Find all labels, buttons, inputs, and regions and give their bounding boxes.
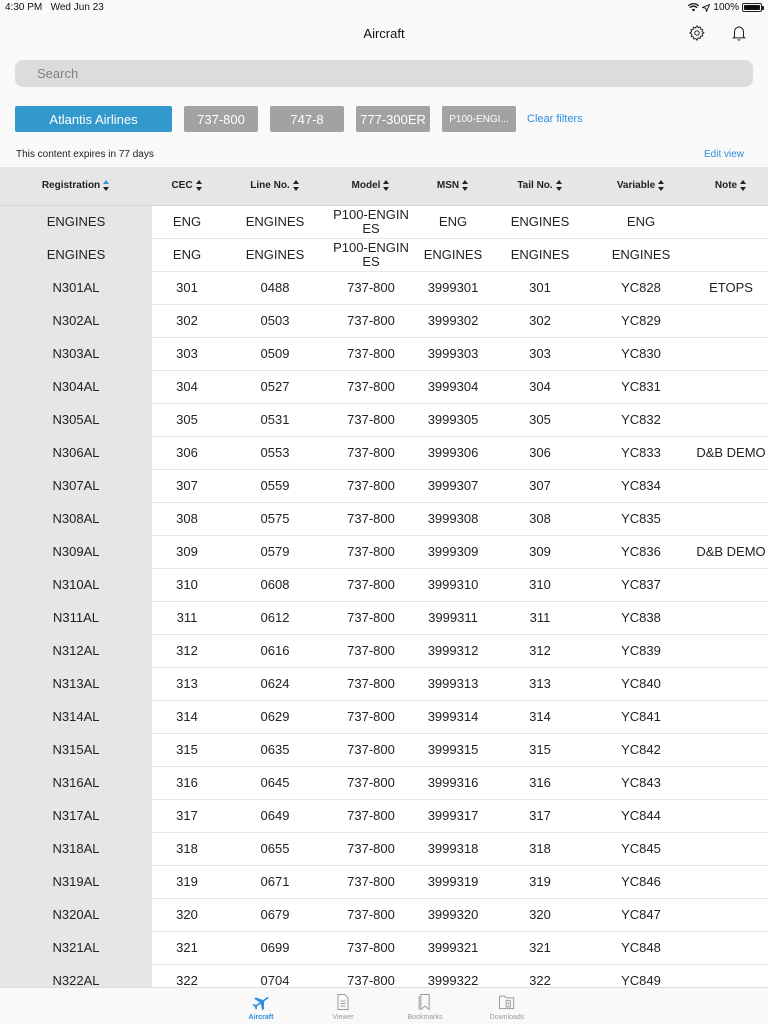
table-cell: 0645 <box>222 766 328 799</box>
table-cell: 306 <box>152 436 222 469</box>
table-cell: 3999307 <box>414 469 492 502</box>
table-cell: 302 <box>152 304 222 337</box>
table-cell: YC829 <box>588 304 694 337</box>
clear-filters-link[interactable]: Clear filters <box>527 113 583 125</box>
table-cell: 3999322 <box>414 964 492 987</box>
tab-label: Viewer <box>332 1014 354 1021</box>
table-cell: 317 <box>152 799 222 832</box>
table-cell: 737-800 <box>328 436 414 469</box>
table-cell <box>694 799 768 832</box>
table-cell: 312 <box>152 634 222 667</box>
table-cell: ENGINES <box>492 205 588 238</box>
table-cell: 3999305 <box>414 403 492 436</box>
table-row[interactable] <box>0 568 768 601</box>
table-cell <box>694 304 768 337</box>
table-cell: N315AL <box>0 733 152 766</box>
table-cell: YC828 <box>588 271 694 304</box>
table-cell: 322 <box>492 964 588 987</box>
table-row[interactable] <box>0 898 768 931</box>
table-cell: 311 <box>492 601 588 634</box>
table-cell: 3999313 <box>414 667 492 700</box>
column-header-tail-no[interactable] <box>492 167 588 205</box>
table-cell: 737-800 <box>328 502 414 535</box>
table-cell <box>694 832 768 865</box>
table-cell: N303AL <box>0 337 152 370</box>
table-cell: 737-800 <box>328 271 414 304</box>
table-cell: N308AL <box>0 502 152 535</box>
table-cell: 737-800 <box>328 601 414 634</box>
column-header-model[interactable] <box>328 167 414 205</box>
downloads-icon <box>497 992 517 1012</box>
table-row[interactable] <box>0 667 768 700</box>
table-cell: 3999317 <box>414 799 492 832</box>
aircraft-table-container[interactable] <box>0 167 768 987</box>
column-header-note[interactable] <box>694 167 768 205</box>
table-cell <box>694 502 768 535</box>
table-cell: 0503 <box>222 304 328 337</box>
table-cell: 0635 <box>222 733 328 766</box>
table-cell: 737-800 <box>328 667 414 700</box>
table-cell <box>694 205 768 238</box>
table-cell: YC834 <box>588 469 694 502</box>
column-label: Model <box>351 180 381 192</box>
document-icon <box>333 992 353 1012</box>
edit-view-link[interactable]: Edit view <box>703 149 744 160</box>
table-row[interactable] <box>0 931 768 964</box>
tab-bookmarks[interactable] <box>400 988 450 1024</box>
aircraft-table <box>0 167 768 987</box>
table-cell: 317 <box>492 799 588 832</box>
table-cell: 0699 <box>222 931 328 964</box>
bookmark-icon <box>415 992 435 1012</box>
table-row[interactable] <box>0 799 768 832</box>
table-cell: 737-800 <box>328 568 414 601</box>
table-cell: 3999308 <box>414 502 492 535</box>
table-cell: ENGINES <box>222 205 328 238</box>
table-cell: 737-800 <box>328 535 414 568</box>
table-cell: 0671 <box>222 865 328 898</box>
table-row[interactable] <box>0 337 768 370</box>
table-cell: N310AL <box>0 568 152 601</box>
table-cell: 737-800 <box>328 469 414 502</box>
table-cell: 312 <box>492 634 588 667</box>
table-cell: P100-ENGINES <box>328 238 414 271</box>
table-cell: ENGINES <box>588 238 694 271</box>
table-cell: 737-800 <box>328 700 414 733</box>
sort-icon <box>556 180 563 191</box>
table-cell <box>694 964 768 987</box>
table-row[interactable] <box>0 370 768 403</box>
table-row[interactable] <box>0 535 768 568</box>
table-cell: N306AL <box>0 436 152 469</box>
table-cell <box>694 766 768 799</box>
table-cell: 3999304 <box>414 370 492 403</box>
table-cell: 307 <box>492 469 588 502</box>
table-row[interactable] <box>0 271 768 304</box>
table-cell: 0559 <box>222 469 328 502</box>
table-row[interactable] <box>0 766 768 799</box>
table-cell: YC847 <box>588 898 694 931</box>
filter-chip-p100-engines[interactable]: P100-ENGI... <box>442 106 516 132</box>
table-cell: 308 <box>152 502 222 535</box>
table-cell: YC849 <box>588 964 694 987</box>
table-cell: 737-800 <box>328 964 414 987</box>
table-cell: 310 <box>152 568 222 601</box>
table-cell: 319 <box>492 865 588 898</box>
table-cell: 302 <box>492 304 588 337</box>
table-row[interactable] <box>0 700 768 733</box>
table-cell: 322 <box>152 964 222 987</box>
filter-chip-airline[interactable]: Atlantis Airlines <box>15 106 172 132</box>
table-cell: ENGINES <box>0 205 152 238</box>
table-header-row <box>0 167 768 205</box>
table-cell: 316 <box>152 766 222 799</box>
table-cell: N307AL <box>0 469 152 502</box>
table-cell: 3999301 <box>414 271 492 304</box>
table-cell: YC841 <box>588 700 694 733</box>
table-cell: 0608 <box>222 568 328 601</box>
table-cell: N313AL <box>0 667 152 700</box>
filter-chip-777-300er[interactable]: 777-300ER <box>356 106 430 132</box>
table-cell: 0575 <box>222 502 328 535</box>
table-cell: 737-800 <box>328 733 414 766</box>
table-cell: 0531 <box>222 403 328 436</box>
column-header-msn[interactable] <box>414 167 492 205</box>
table-cell <box>694 898 768 931</box>
table-cell <box>694 865 768 898</box>
status-time <box>5 2 104 13</box>
table-cell: 3999318 <box>414 832 492 865</box>
table-cell: N318AL <box>0 832 152 865</box>
table-cell: 3999309 <box>414 535 492 568</box>
filter-chips <box>15 106 583 132</box>
bell-icon[interactable] <box>730 24 748 42</box>
table-cell <box>694 733 768 766</box>
table-cell: N317AL <box>0 799 152 832</box>
column-label: Registration <box>41 180 101 192</box>
table-cell: 0488 <box>222 271 328 304</box>
column-label: Note <box>714 180 738 192</box>
table-cell: N312AL <box>0 634 152 667</box>
table-cell: YC831 <box>588 370 694 403</box>
table-cell: YC840 <box>588 667 694 700</box>
tab-downloads[interactable] <box>482 988 532 1024</box>
table-cell: D&B DEMO <box>694 436 768 469</box>
table-cell: ENGINES <box>0 238 152 271</box>
search-input[interactable] <box>15 60 753 87</box>
table-cell: 0553 <box>222 436 328 469</box>
tab-viewer[interactable] <box>318 988 368 1024</box>
table-cell: 0612 <box>222 601 328 634</box>
table-cell: 737-800 <box>328 370 414 403</box>
table-cell: 311 <box>152 601 222 634</box>
table-cell: 314 <box>492 700 588 733</box>
table-cell: 0624 <box>222 667 328 700</box>
column-label: Tail No. <box>517 180 553 192</box>
table-cell: YC837 <box>588 568 694 601</box>
gear-icon[interactable] <box>688 24 706 42</box>
table-cell: 3999302 <box>414 304 492 337</box>
table-row[interactable] <box>0 865 768 898</box>
table-cell <box>694 601 768 634</box>
table-cell <box>694 337 768 370</box>
table-cell: YC845 <box>588 832 694 865</box>
table-cell: 313 <box>492 667 588 700</box>
battery-icon <box>742 3 762 12</box>
filter-chip-737-800[interactable]: 737-800 <box>184 106 258 132</box>
table-cell: 3999321 <box>414 931 492 964</box>
column-label: CEC <box>171 180 193 192</box>
table-cell: P100-ENGINES <box>328 205 414 238</box>
table-cell: 305 <box>492 403 588 436</box>
table-cell: 315 <box>492 733 588 766</box>
table-cell: N302AL <box>0 304 152 337</box>
table-cell: N319AL <box>0 865 152 898</box>
battery-percent: 100% <box>713 2 739 13</box>
table-cell: 313 <box>152 667 222 700</box>
table-cell: 737-800 <box>328 799 414 832</box>
table-cell <box>694 568 768 601</box>
table-cell: 314 <box>152 700 222 733</box>
page-title: Aircraft <box>363 26 405 41</box>
tab-bar <box>0 987 768 1024</box>
nav-actions <box>688 24 748 42</box>
table-cell: 3999319 <box>414 865 492 898</box>
table-cell: 301 <box>492 271 588 304</box>
table-cell: 3999310 <box>414 568 492 601</box>
sort-icon <box>462 180 469 191</box>
table-cell: 3999315 <box>414 733 492 766</box>
column-label: MSN <box>436 180 460 192</box>
status-bar <box>0 0 768 16</box>
table-cell: 0579 <box>222 535 328 568</box>
column-label: Line No. <box>250 180 290 192</box>
table-row[interactable] <box>0 832 768 865</box>
table-cell: 0655 <box>222 832 328 865</box>
table-cell: 737-800 <box>328 634 414 667</box>
table-cell: 3999311 <box>414 601 492 634</box>
table-cell: YC842 <box>588 733 694 766</box>
table-cell: N316AL <box>0 766 152 799</box>
table-cell: 3999303 <box>414 337 492 370</box>
table-row[interactable] <box>0 634 768 667</box>
table-cell: 0679 <box>222 898 328 931</box>
table-cell: 737-800 <box>328 832 414 865</box>
table-cell: 737-800 <box>328 304 414 337</box>
table-cell: 318 <box>492 832 588 865</box>
table-cell: 320 <box>492 898 588 931</box>
sort-icon <box>383 180 390 191</box>
tab-aircraft[interactable] <box>236 988 286 1024</box>
table-cell: 305 <box>152 403 222 436</box>
table-cell: YC838 <box>588 601 694 634</box>
table-cell: 315 <box>152 733 222 766</box>
table-cell <box>694 634 768 667</box>
table-cell: 304 <box>152 370 222 403</box>
table-row[interactable] <box>0 304 768 337</box>
table-cell: 0649 <box>222 799 328 832</box>
time-text: 4:30 PM <box>5 2 43 13</box>
table-cell: 309 <box>152 535 222 568</box>
status-indicators <box>688 2 762 13</box>
table-cell: YC830 <box>588 337 694 370</box>
table-cell: N304AL <box>0 370 152 403</box>
table-cell: YC835 <box>588 502 694 535</box>
table-cell: 737-800 <box>328 766 414 799</box>
table-cell: N320AL <box>0 898 152 931</box>
table-cell: 3999316 <box>414 766 492 799</box>
table-cell: 3999306 <box>414 436 492 469</box>
table-cell: YC832 <box>588 403 694 436</box>
table-cell: D&B DEMO <box>694 535 768 568</box>
table-cell: YC833 <box>588 436 694 469</box>
table-cell: YC839 <box>588 634 694 667</box>
table-cell: 737-800 <box>328 337 414 370</box>
table-cell: 320 <box>152 898 222 931</box>
table-cell: 737-800 <box>328 865 414 898</box>
tab-label: Downloads <box>489 1014 525 1021</box>
sort-icon <box>293 180 300 191</box>
table-cell: 0527 <box>222 370 328 403</box>
table-cell: ENG <box>414 205 492 238</box>
filter-chip-747-8[interactable]: 747-8 <box>270 106 344 132</box>
table-cell <box>694 700 768 733</box>
tab-label: Bookmarks <box>407 1014 443 1021</box>
table-cell: 737-800 <box>328 403 414 436</box>
table-cell: ENG <box>152 238 222 271</box>
table-cell: N321AL <box>0 931 152 964</box>
table-cell <box>694 403 768 436</box>
table-row[interactable] <box>0 469 768 502</box>
table-cell: YC848 <box>588 931 694 964</box>
table-cell: 306 <box>492 436 588 469</box>
table-row[interactable] <box>0 238 768 271</box>
table-cell: 319 <box>152 865 222 898</box>
table-body <box>0 205 768 987</box>
column-header-line-no[interactable] <box>222 167 328 205</box>
table-cell: 310 <box>492 568 588 601</box>
table-cell: N314AL <box>0 700 152 733</box>
table-row[interactable] <box>0 964 768 987</box>
table-cell: YC844 <box>588 799 694 832</box>
sort-icon <box>658 180 665 191</box>
column-header-variable[interactable] <box>588 167 694 205</box>
table-cell: 301 <box>152 271 222 304</box>
table-cell: YC836 <box>588 535 694 568</box>
table-cell: 0704 <box>222 964 328 987</box>
table-row[interactable] <box>0 205 768 238</box>
table-cell: 303 <box>152 337 222 370</box>
table-cell: 309 <box>492 535 588 568</box>
sort-icon <box>196 180 203 191</box>
table-cell: 321 <box>152 931 222 964</box>
table-cell: 737-800 <box>328 931 414 964</box>
table-cell: 307 <box>152 469 222 502</box>
table-cell: 0616 <box>222 634 328 667</box>
expiry-notice: This content expires in 77 days <box>16 149 154 160</box>
table-cell: 308 <box>492 502 588 535</box>
tab-label: Aircraft <box>248 1014 274 1021</box>
table-cell <box>694 370 768 403</box>
sort-icon <box>740 180 747 191</box>
sort-ascending-icon <box>103 180 110 191</box>
wifi-icon <box>688 3 699 12</box>
column-header-registration[interactable] <box>0 167 152 205</box>
table-row[interactable] <box>0 436 768 469</box>
table-cell: 737-800 <box>328 898 414 931</box>
table-cell: 321 <box>492 931 588 964</box>
table-cell: 3999314 <box>414 700 492 733</box>
date-text: Wed Jun 23 <box>50 2 104 13</box>
table-cell: ENGINES <box>492 238 588 271</box>
table-cell: N301AL <box>0 271 152 304</box>
table-cell: 0509 <box>222 337 328 370</box>
table-cell: 0629 <box>222 700 328 733</box>
table-row[interactable] <box>0 502 768 535</box>
table-cell <box>694 469 768 502</box>
column-label: Variable <box>616 180 656 192</box>
table-cell: ENG <box>152 205 222 238</box>
airplane-icon <box>251 992 271 1012</box>
table-cell: 316 <box>492 766 588 799</box>
table-cell: 3999312 <box>414 634 492 667</box>
table-cell: 304 <box>492 370 588 403</box>
table-cell: ENGINES <box>222 238 328 271</box>
table-row[interactable] <box>0 601 768 634</box>
table-cell: ETOPS <box>694 271 768 304</box>
table-cell <box>694 931 768 964</box>
table-cell <box>694 238 768 271</box>
table-cell: N311AL <box>0 601 152 634</box>
table-cell: 318 <box>152 832 222 865</box>
table-row[interactable] <box>0 733 768 766</box>
table-cell: ENG <box>588 205 694 238</box>
table-cell: 3999320 <box>414 898 492 931</box>
table-cell: N309AL <box>0 535 152 568</box>
table-cell: ENGINES <box>414 238 492 271</box>
table-row[interactable] <box>0 403 768 436</box>
table-cell: 303 <box>492 337 588 370</box>
table-cell: N305AL <box>0 403 152 436</box>
column-header-cec[interactable] <box>152 167 222 205</box>
table-cell: YC846 <box>588 865 694 898</box>
table-cell: N322AL <box>0 964 152 987</box>
location-icon <box>702 4 710 12</box>
table-cell <box>694 667 768 700</box>
table-cell: YC843 <box>588 766 694 799</box>
